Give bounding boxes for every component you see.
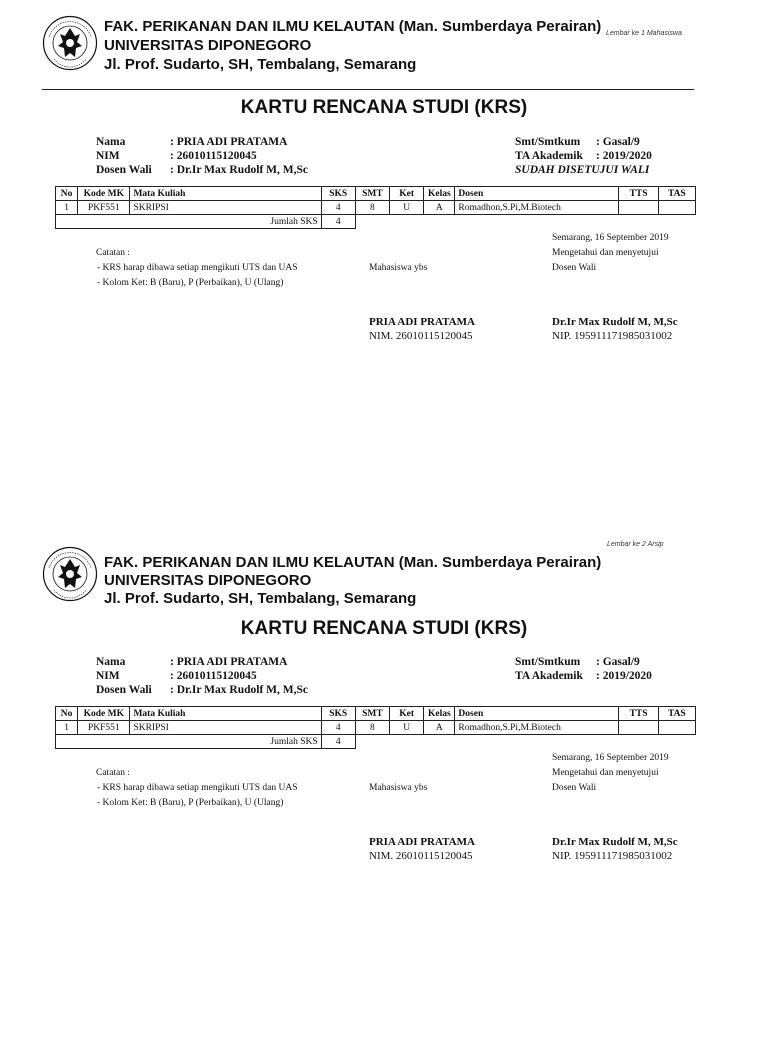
col-kelas: Kelas — [424, 187, 455, 201]
dosen-wali-value: : Dr.Ir Max Rudolf M, M,Sc — [170, 684, 308, 696]
ta-label: TA Akademik — [515, 670, 583, 682]
col-mata-kuliah: Mata Kuliah — [130, 187, 321, 201]
student-role: Mahasiswa ybs — [369, 783, 428, 793]
nama-label: Nama — [96, 136, 126, 148]
student-sign-name: PRIA ADI PRATAMA — [369, 836, 475, 848]
copy-label: Lembar ke 1 Mahasiswa — [606, 30, 682, 37]
table-header-row — [56, 187, 696, 201]
total-row — [56, 735, 696, 749]
col-tts: TTS — [619, 187, 658, 201]
col-kode-mk: Kode MK — [78, 707, 130, 721]
course-table — [55, 706, 696, 749]
total-sks-label: Jumlah SKS — [56, 735, 322, 749]
dosen-wali-value: : Dr.Ir Max Rudolf M, M,Sc — [170, 164, 308, 176]
row-smt: 8 — [355, 201, 389, 215]
total-row — [56, 215, 696, 229]
dosen-wali-label: Dosen Wali — [96, 684, 152, 696]
page-title: KARTU RENCANA STUDI (KRS) — [240, 618, 528, 639]
advisor-sign-nip: NIP. 195911171985031002 — [552, 330, 673, 342]
table-row — [56, 721, 696, 735]
place-date: Semarang, 16 September 2019 — [552, 233, 669, 243]
row-tas — [658, 721, 695, 735]
student-signature — [369, 835, 475, 863]
notes-title: Catatan : — [96, 248, 131, 258]
student-info — [96, 655, 308, 697]
col-ket: Ket — [390, 187, 424, 201]
col-dosen: Dosen — [455, 707, 619, 721]
row-tas — [658, 201, 695, 215]
row-mata-kuliah: SKRIPSI — [130, 721, 321, 735]
col-tas: TAS — [658, 707, 695, 721]
university-name: UNIVERSITAS DIPONEGORO — [104, 572, 312, 589]
col-sks: SKS — [321, 187, 355, 201]
row-tts — [619, 721, 658, 735]
table-row — [56, 201, 696, 215]
row-kode-mk: PKF551 — [78, 201, 130, 215]
approval-text: Mengetahui dan menyetujui — [552, 768, 659, 778]
total-sks-value: 4 — [321, 215, 355, 229]
header-divider — [42, 89, 694, 90]
university-address: Jl. Prof. Sudarto, SH, Tembalang, Semarang — [104, 56, 417, 73]
col-tas: TAS — [658, 187, 695, 201]
col-ket: Ket — [390, 707, 424, 721]
total-sks-value: 4 — [321, 735, 355, 749]
advisor-sign-nip: NIP. 195911171985031002 — [552, 850, 673, 862]
university-name: UNIVERSITAS DIPONEGORO — [104, 37, 312, 54]
row-ket: U — [390, 721, 424, 735]
notes — [96, 246, 298, 291]
faculty-name: FAK. PERIKANAN DAN ILMU KELAUTAN (Man. Sumberdaya Perairan) — [104, 554, 602, 571]
row-no: 1 — [56, 201, 78, 215]
col-mata-kuliah: Mata Kuliah — [130, 707, 321, 721]
notes-line-2: - Kolom Ket: B (Baru), P (Perbaikan), U (Ulang) — [97, 798, 284, 808]
faculty-name: FAK. PERIKANAN DAN ILMU KELAUTAN (Man. Sumberdaya Perairan) — [104, 18, 602, 35]
nim-label: NIM — [96, 150, 120, 162]
row-kelas: A — [424, 721, 455, 735]
col-smt: SMT — [355, 187, 389, 201]
row-mata-kuliah: SKRIPSI — [130, 201, 321, 215]
col-tts: TTS — [619, 707, 658, 721]
notes-title: Catatan : — [96, 768, 131, 778]
row-sks: 4 — [321, 201, 355, 215]
total-sks-label: Jumlah SKS — [56, 215, 322, 229]
university-address: Jl. Prof. Sudarto, SH, Tembalang, Semarang — [104, 590, 417, 607]
advisor-role: Dosen Wali — [552, 783, 597, 793]
advisor-signature — [552, 835, 678, 863]
smt-label: Smt/Smtkum — [515, 136, 581, 148]
col-dosen: Dosen — [455, 187, 619, 201]
nim-value: : 26010115120045 — [170, 670, 257, 682]
row-dosen: Romadhon,S.Pi,M.Biotech — [455, 201, 619, 215]
notes-line-2: - Kolom Ket: B (Baru), P (Perbaikan), U (Ulang) — [97, 278, 284, 288]
row-smt: 8 — [355, 721, 389, 735]
table-header-row — [56, 707, 696, 721]
row-sks: 4 — [321, 721, 355, 735]
ta-value: : 2019/2020 — [596, 150, 652, 162]
nama-value: : PRIA ADI PRATAMA — [170, 656, 288, 668]
student-sign-name: PRIA ADI PRATAMA — [369, 316, 475, 328]
page-title: KARTU RENCANA STUDI (KRS) — [240, 97, 528, 118]
university-logo — [42, 546, 98, 602]
student-signature — [369, 315, 475, 343]
student-sign-nim: NIM. 26010115120045 — [369, 330, 473, 342]
row-tts — [619, 201, 658, 215]
university-logo — [42, 15, 98, 71]
copy-label: Lembar ke 2 Arsip — [607, 541, 664, 548]
advisor-approval — [552, 751, 669, 796]
advisor-sign-name: Dr.Ir Max Rudolf M, M,Sc — [552, 836, 678, 848]
semester-info — [515, 135, 652, 177]
nama-value: : PRIA ADI PRATAMA — [170, 136, 288, 148]
student-sign-nim: NIM. 26010115120045 — [369, 850, 473, 862]
col-kode-mk: Kode MK — [78, 187, 130, 201]
row-dosen: Romadhon,S.Pi,M.Biotech — [455, 721, 619, 735]
smt-value: : Gasal/9 — [596, 656, 640, 668]
ta-value: : 2019/2020 — [596, 670, 652, 682]
notes-line-1: - KRS harap dibawa setiap mengikuti UTS dan UAS — [97, 783, 298, 793]
nim-value: : 26010115120045 — [170, 150, 257, 162]
advisor-signature — [552, 315, 678, 343]
nama-label: Nama — [96, 656, 126, 668]
place-date: Semarang, 16 September 2019 — [552, 753, 669, 763]
advisor-sign-name: Dr.Ir Max Rudolf M, M,Sc — [552, 316, 678, 328]
approval-text: Mengetahui dan menyetujui — [552, 248, 659, 258]
notes — [96, 766, 298, 811]
col-no: No — [56, 707, 78, 721]
ta-label: TA Akademik — [515, 150, 583, 162]
notes-line-1: - KRS harap dibawa setiap mengikuti UTS dan UAS — [97, 263, 298, 273]
row-no: 1 — [56, 721, 78, 735]
course-table — [55, 186, 696, 229]
semester-info — [515, 655, 652, 683]
col-sks: SKS — [321, 707, 355, 721]
col-no: No — [56, 187, 78, 201]
row-kelas: A — [424, 201, 455, 215]
row-ket: U — [390, 201, 424, 215]
approval-status: SUDAH DISETUJUI WALI — [515, 164, 650, 176]
krs-sheet-archive-copy — [0, 520, 768, 1040]
nim-label: NIM — [96, 670, 120, 682]
advisor-role: Dosen Wali — [552, 263, 597, 273]
advisor-approval — [552, 231, 669, 276]
col-smt: SMT — [355, 707, 389, 721]
smt-value: : Gasal/9 — [596, 136, 640, 148]
row-kode-mk: PKF551 — [78, 721, 130, 735]
col-kelas: Kelas — [424, 707, 455, 721]
student-info — [96, 135, 308, 177]
smt-label: Smt/Smtkum — [515, 656, 581, 668]
dosen-wali-label: Dosen Wali — [96, 164, 152, 176]
student-role: Mahasiswa ybs — [369, 263, 428, 273]
